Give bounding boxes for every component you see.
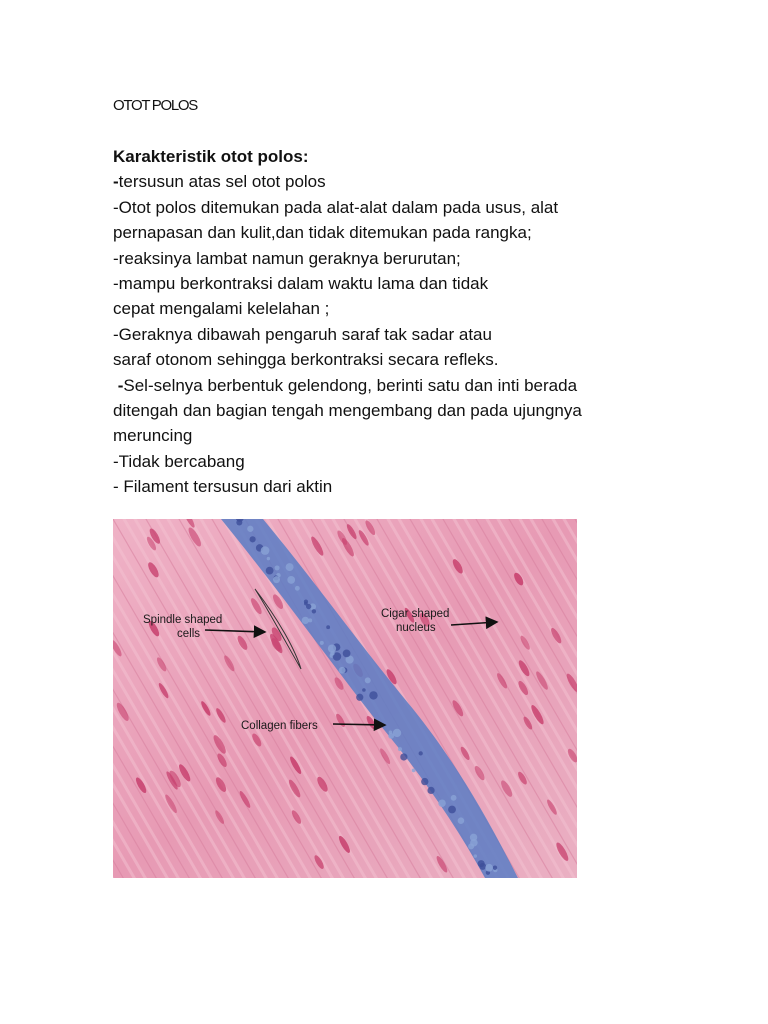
list-item-text: -reaksinya lambat namun geraknya berurutan; — [113, 248, 461, 268]
list-item-text: -Tidak bercabang — [113, 451, 245, 471]
collagen-speck — [328, 644, 336, 652]
list-item-text: saraf otonom sehingga berkontraksi secara refleks. — [113, 350, 499, 370]
collagen-arrow — [333, 724, 385, 725]
list-item — [113, 398, 653, 423]
collagen-speck — [427, 787, 434, 794]
label-spindle-line2: cells — [177, 628, 201, 640]
label-spindle-line1: Spindle shaped — [143, 614, 223, 626]
list-item-text: -Otot polos ditemukan pada alat-alat dalam pada usus, alat — [113, 197, 559, 217]
collagen-speck — [474, 854, 477, 857]
collagen-speck — [266, 567, 274, 575]
list-item-text: -mampu berkontraksi dalam waktu lama dan tidak — [113, 274, 489, 294]
collagen-speck — [412, 768, 416, 772]
list-item — [113, 322, 653, 347]
collagen-speck — [267, 557, 270, 560]
section-title: Karakteristik otot polos: — [113, 147, 309, 166]
collagen-speck — [356, 694, 363, 701]
collagen-speck — [343, 649, 351, 657]
collagen-speck — [302, 617, 309, 624]
collagen-speck — [287, 576, 295, 584]
list-item-text: - Filament tersusun dari aktin — [113, 477, 333, 497]
collagen-speck — [398, 747, 402, 751]
collagen-speck — [438, 799, 446, 807]
collagen-speck — [247, 526, 253, 532]
collagen-speck — [365, 677, 371, 683]
collagen-speck — [400, 753, 407, 760]
list-item-text: cepat mengalami kelelahan ; — [113, 299, 330, 319]
collagen-speck — [295, 586, 300, 591]
list-item-text: pernapasan dan kulit,dan tidak ditemukan pada rangka; — [113, 223, 532, 243]
label-cigar-line2: nucleus — [396, 622, 436, 634]
collagen-speck — [250, 536, 256, 542]
collagen-speck — [362, 688, 366, 692]
collagen-speck — [339, 667, 346, 674]
collagen-speck — [458, 817, 465, 824]
page-heading: OTOT POLOS — [113, 97, 197, 114]
collagen-speck — [304, 602, 308, 606]
collagen-speck — [261, 546, 270, 555]
list-item — [113, 296, 653, 321]
collagen-speck — [451, 795, 457, 801]
list-item — [113, 373, 653, 398]
collagen-speck — [369, 691, 377, 699]
list-item-text: meruncing — [113, 426, 193, 446]
collagen-speck — [320, 641, 324, 645]
collagen-speck — [448, 806, 456, 814]
collagen-speck — [485, 864, 493, 872]
list-item — [113, 195, 653, 220]
collagen-speck — [308, 618, 312, 622]
collagen-speck — [326, 625, 330, 629]
list-item-prefix: - — [113, 375, 124, 395]
list-item — [113, 220, 653, 245]
collagen-speck — [312, 609, 316, 613]
list-item-prefix: - — [113, 172, 119, 192]
collagen-speck — [419, 751, 423, 755]
label-collagen: Collagen fibers — [241, 720, 318, 732]
characteristics-list — [113, 169, 653, 499]
list-item-text: ditengah dan bagian tengah mengembang dan pada ujungnya — [113, 401, 582, 421]
collagen-speck — [479, 863, 486, 870]
smooth-muscle-micrograph — [113, 519, 577, 878]
list-item-text: tersusun atas sel otot polos — [118, 172, 326, 192]
list-item — [113, 169, 653, 194]
list-item — [113, 271, 653, 296]
label-cigar-line1: Cigar shaped — [381, 608, 450, 620]
collagen-speck — [393, 729, 401, 737]
collagen-speck — [273, 576, 280, 583]
collagen-speck — [493, 866, 497, 870]
characteristics-section — [113, 144, 653, 500]
list-item-text: Sel-selnya berbentuk gelendong, berinti satu dan inti berada — [123, 375, 578, 395]
list-item — [113, 474, 653, 499]
collagen-speck — [275, 565, 280, 570]
collagen-speck — [421, 778, 428, 785]
collagen-speck — [286, 563, 294, 571]
collagen-speck — [468, 843, 474, 849]
list-item — [113, 449, 653, 474]
list-item — [113, 246, 653, 271]
histology-figure — [113, 519, 577, 878]
list-item-text: -Geraknya dibawah pengaruh saraf tak sadar atau — [113, 324, 492, 344]
list-item — [113, 423, 653, 448]
list-item — [113, 347, 653, 372]
